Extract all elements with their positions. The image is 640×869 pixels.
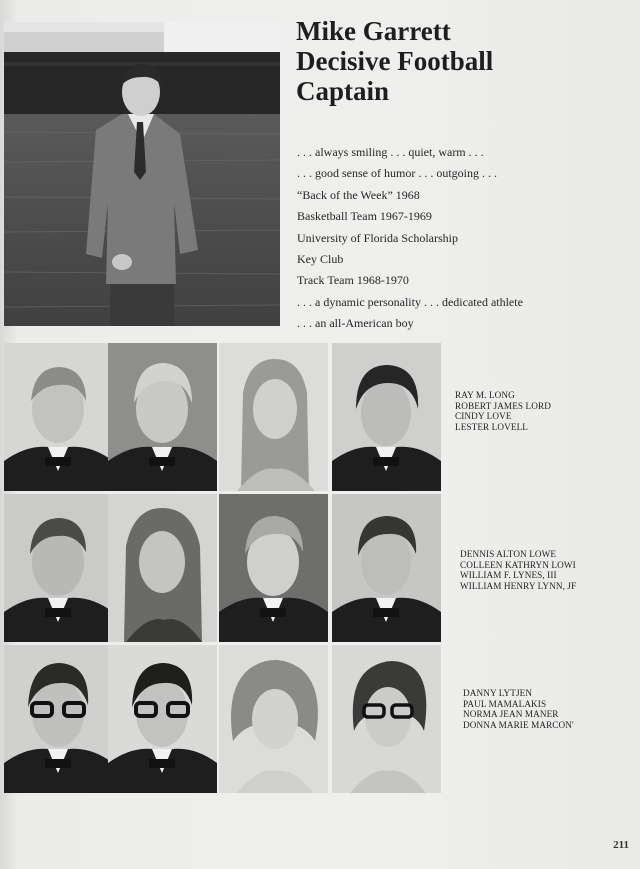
bio-line: University of Florida Scholarship <box>297 230 458 245</box>
bio-line: “Back of the Week” 1968 <box>297 187 420 202</box>
bio-line: Track Team 1968-1970 <box>297 273 409 288</box>
portrait-photo <box>108 645 217 793</box>
feature-title-line: Captain <box>296 76 390 106</box>
feature-bio <box>297 142 627 335</box>
student-name: CINDY LOVE <box>455 411 512 422</box>
portrait-photo <box>4 343 113 491</box>
student-name: WILLIAM F. LYNES, III <box>460 570 557 581</box>
bio-line: Basketball Team 1967-1969 <box>297 209 432 224</box>
portrait-photo <box>108 343 217 491</box>
bio-line: . . . always smiling . . . quiet, warm . . . <box>297 145 484 159</box>
student-name: LESTER LOVELL <box>455 421 529 432</box>
student-name: DONNA MARIE MARCON' <box>463 719 574 730</box>
student-name: DANNY LYTJEN <box>463 688 533 698</box>
feature-title-line: Decisive Football <box>296 46 494 76</box>
feature-title-line: Mike Garrett <box>296 16 451 46</box>
portrait-photo <box>332 645 441 793</box>
name-list <box>460 549 584 591</box>
portrait-photo <box>108 494 217 642</box>
bio-line: . . . a dynamic personality . . . dedicated athlete <box>297 294 523 309</box>
bio-line: Key Club <box>297 252 344 267</box>
student-name: PAUL MAMALAKIS <box>463 698 547 709</box>
feature-title <box>296 16 626 106</box>
portrait-photo <box>4 494 113 642</box>
name-list <box>463 688 587 730</box>
portrait-photo <box>332 494 441 642</box>
student-name: NORMA JEAN MANER <box>463 709 559 720</box>
bio-line: . . . an all-American boy <box>297 316 414 331</box>
bio-line: . . . good sense of humor . . . outgoing . . . <box>297 166 497 181</box>
page-number: 211 <box>613 839 629 851</box>
portrait-photo <box>219 645 328 793</box>
student-name: RAY M. LONG <box>455 390 515 400</box>
portrait-photo <box>219 494 328 642</box>
feature-photo-illustration <box>4 22 280 326</box>
portrait-photo <box>219 343 328 491</box>
feature-photo <box>4 22 280 326</box>
name-list <box>455 390 579 432</box>
student-name: ROBERT JAMES LORD <box>455 400 551 411</box>
student-name: DENNIS ALTON LOWE <box>460 549 557 559</box>
portrait-photo <box>4 645 113 793</box>
portrait-photo <box>332 343 441 491</box>
student-name: COLLEEN KATHRYN LOWI <box>460 559 576 570</box>
student-name: WILLIAM HENRY LYNN, JF <box>460 580 577 591</box>
